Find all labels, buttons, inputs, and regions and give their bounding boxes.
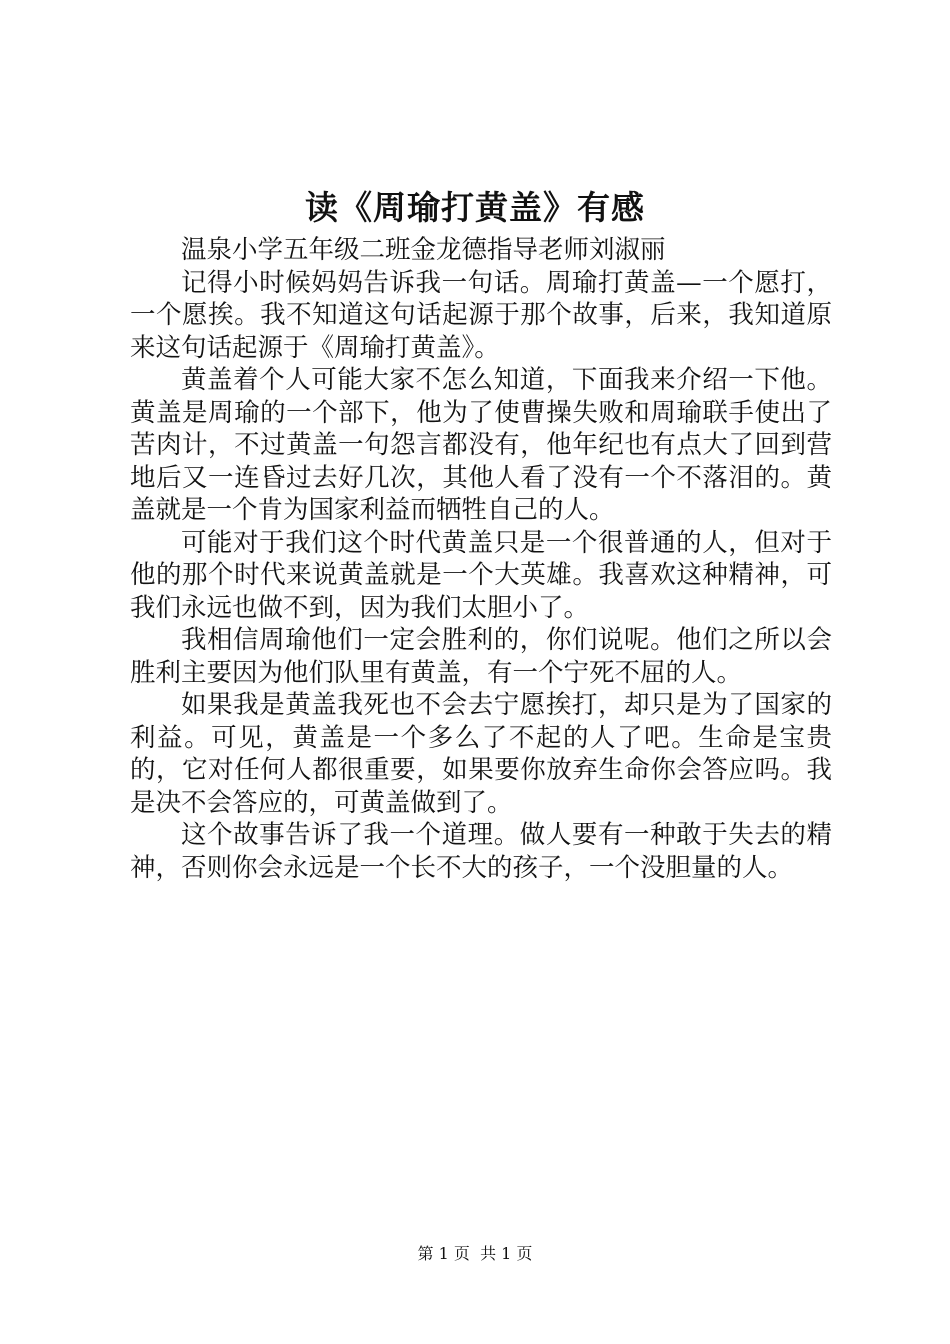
paragraph-4: 我相信周瑜他们一定会胜利的，你们说呢。他们之所以会胜利主要因为他们队里有黄盖，有一个宁死不屈的人。: [130, 625, 832, 688]
paragraph-1: 记得小时候妈妈告诉我一句话。周瑜打黄盖—一个愿打，一个愿挨。我不知道这句话起源于那个故事，后来，我知道原来这句话起源于《周瑜打黄盖》。: [130, 267, 832, 363]
paragraph-3: 可能对于我们这个时代黄盖只是一个很普通的人，但对于他的那个时代来说黄盖就是一个大英雄。我喜欢这种精神，可我们永远也做不到，因为我们太胆小了。: [130, 527, 832, 623]
paragraph-5: 如果我是黄盖我死也不会去宁愿挨打，却只是为了国家的利益。可见，黄盖是一个多么了不起的人了吧。生命是宝贵的，它对任何人都很重要，如果要你放弃生命你会答应吗。我是决不会答应的，可黄盖做到了。: [130, 690, 832, 818]
page-number-footer: 第 1 页 共 1 页: [417, 1244, 533, 1263]
document-title: 读《周瑜打黄盖》有感: [305, 188, 645, 227]
document-body: [130, 234, 832, 884]
paragraph-6: 这个故事告诉了我一个道理。做人要有一种敢于失去的精神，否则你会永远是一个长不大的孩子，一个没胆量的人。: [130, 820, 832, 883]
paragraph-2: 黄盖着个人可能大家不怎么知道，下面我来介绍一下他。黄盖是周瑜的一个部下，他为了使曹操失败和周瑜联手使出了苦肉计，不过黄盖一句怨言都没有，他年纪也有点大了回到营地后又一连昏过去好几次，其他人看了没有一个不落泪的。黄盖就是一个肯为国家利益而牺牲自己的人。: [130, 365, 832, 525]
author-line: 温泉小学五年级二班金龙德指导老师刘淑丽: [181, 235, 666, 265]
